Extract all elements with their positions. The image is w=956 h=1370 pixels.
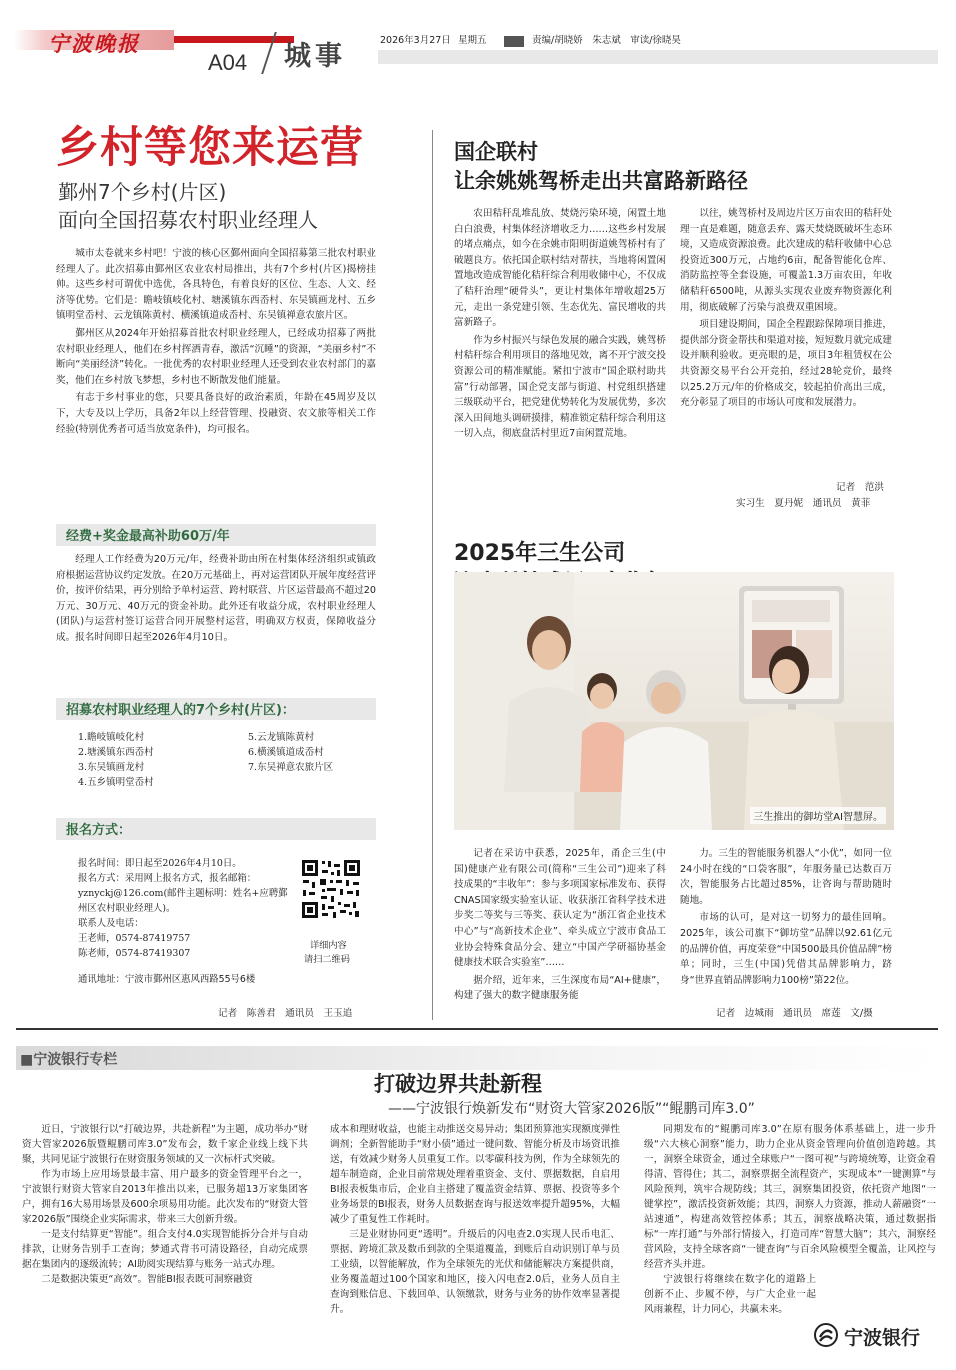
village-item: 1.瞻岐镇岐化村 — [78, 732, 145, 743]
apply-line: 王老师，0574-87419757 — [78, 933, 191, 944]
qr-code[interactable] — [300, 858, 362, 920]
editor-badge — [504, 36, 524, 47]
article2-headline-2: 让余姚姚驾桥走出共富路新路径 — [454, 169, 748, 193]
article1-paragraph: 城市太卷就来乡村吧！宁波的核心区鄞州面向全国招募第三批农村职业经理人了。此次招募由鄞州区农业农村局推出，共有7个乡村(片区)揭榜挂帅。这些乡村可谓优中选优，各具特色，有着良好的区位、生态、人文、经济等优势。它们是：瞻岐镇岐化村、塘溪镇东西岙村、东吴镇画龙村、五乡镇明堂岙村、云龙镇陈黄村、横溪镇道成岙村、东吴镇禅意农旅片区。 — [56, 248, 376, 322]
article3-headline-1: 2025年三生公司 — [454, 541, 626, 566]
village-item: 7.东吴禅意农旅片区 — [248, 762, 334, 773]
article2-byline-2: 实习生 夏丹妮 通讯员 黄菲 — [736, 498, 871, 509]
bank-logo — [812, 1318, 938, 1354]
apply-line: 报名时间：即日起至2026年4月10日。 — [78, 858, 242, 869]
column-col2 — [330, 1122, 620, 1317]
villages-list — [78, 730, 378, 794]
qr-caption-1: 详细内容 — [310, 940, 347, 951]
article2-paragraph: 作为乡村振兴与绿色发展的融合实践，姚驾桥村秸秆综合利用项目的落地见效，离不开宁波交投资源公司的精准赋能。紧扣宁波市“国企联村助共富”行动部署，国企党支部与街道、村党组织搭建三级联动平台，把党建优势转化为发展优势，多次深入田间地头调研摸排，精准锁定秸秆综合利用这一切入点，彻底盘活村里近7亩闲置荒地。 — [454, 334, 666, 440]
qr-caption-2: 请扫二维码 — [304, 954, 350, 965]
article1-headline: 乡村等您来运营 — [56, 123, 364, 173]
masthead-date: 2026年3月27日 — [380, 35, 451, 46]
editor-credits: 责编/胡晓娇 朱志斌 审读/徐晓昊 — [532, 35, 681, 46]
apply-heading: 报名方式： — [66, 823, 132, 838]
column-label-bar — [16, 1046, 938, 1070]
column-paragraph: 二是数据决策更“高效”。智能BI报表既可洞察融资 — [41, 1274, 253, 1285]
article2-byline-1: 记者 范洪 — [836, 482, 884, 493]
article1-subhead2: 面向全国招募农村职业经理人 — [58, 208, 318, 232]
article3-paragraph: 记者在采访中获悉，2025年，甬企三生(中国)健康产业有限公司(简称“三生公司”)迎来了科技成果的“丰收年”：参与多项国家标准发布、获得CNAS国家级实验室认证、收获浙江省科学技术进步奖二等奖与三等奖、获认定为“浙江省企业技术中心”与“高新技术企业”、牵头成立宁波市食品工业协会特殊食品分会、建立“中国产学研福协基金健康技术联合实验室”…… — [454, 848, 666, 969]
funding-heading: 经费+奖金最高补助60万/年 — [66, 529, 230, 544]
article2-paragraph: 农田秸秆乱堆乱放、焚烧污染环境，闲置土地白白浪费，村集体经济增收乏力……这些乡村发展的堵点痛点，如今在余姚市阳明街道姚驾桥村有了破题良方。依托国企联村结对帮扶，当地将闲置闲置地改造成智能化秸秆综合利用收储中心，不仅成了秸秆治理“硬骨头”，更让村集体年增收超25万元，走出一条党建引领、生态优先、富民增收的共富新路子。 — [454, 208, 666, 329]
apply-address: 通讯地址：宁波市鄞州区惠风西路55号6楼 — [78, 974, 256, 985]
apply-line: 联系人及电话： — [78, 918, 144, 929]
column-label: ■宁波银行专栏 — [20, 1052, 118, 1068]
village-item: 6.横溪镇道成岙村 — [248, 747, 324, 758]
village-item: 4.五乡镇明堂岙村 — [78, 777, 154, 788]
article3-paragraph: 市场的认可，是对这一切努力的最佳回响。2025年，该公司旗下“御坊堂”品牌以92.61亿元的品牌价值，再度荣登“中国500最具价值品牌”榜单；同时，三生(中国)凭借其品牌影响力，跻身“世界直销品牌影响力100榜”第22位。 — [680, 912, 892, 986]
masthead — [0, 0, 956, 78]
column-paragraph: 近日，宁波银行以“打破边界，共赴新程”为主题，成功举办“财资大管家2026版暨鲲鹏司库3.0”发布会，数千家企业线上线下共聚，共同见证宁波银行在财资服务领域的又一次标杆式突破。 — [22, 1124, 308, 1165]
column-subhead: ——宁波银行焕新发布“财资大管家2026版”“鲲鹏司库3.0” — [388, 1101, 755, 1117]
article3-paragraph: 据介绍，近年来，三生深度布局“AI+健康”，构建了强大的数字健康服务能 — [454, 974, 666, 1002]
column-paragraph: 一是支付结算更“智能”。组合支付4.0实现智能拆分合并与自动排款，让财务告别手工查询；梦通式背书可清设路径，自动完成票据在集团内的逐级流转；AI助阅实现结算与账务一站式办理。 — [22, 1229, 308, 1270]
column-col3 — [644, 1122, 936, 1317]
column-paragraph: 作为市场上应用场景最丰富、用户最多的资金管理平台之一，宁波银行财资大管家自2013年推出以来，已服务超13万家集团客户，拥有16大易用场景及600余项易用功能。此次发布的“财资大管家2026版”围绕企业实际需求，带来三大创新升级。 — [22, 1169, 308, 1225]
article2-col1 — [454, 206, 666, 442]
bank-logo-text: 宁波银行 — [844, 1327, 921, 1349]
masthead-red-line — [174, 36, 294, 43]
paper-name: 宁波晚报 — [48, 31, 140, 56]
column-col1 — [22, 1122, 308, 1287]
village-item: 2.塘溪镇东西岙村 — [78, 747, 154, 758]
column-top-rule — [16, 1028, 938, 1030]
apply-details — [78, 856, 296, 961]
article3-byline: 记者 边城雨 通讯员 席莲 文/摄 — [716, 1008, 873, 1019]
article2-col2 — [680, 206, 892, 411]
article2-paragraph: 项目建设期间，国企全程跟踪保障项目推进，提供部分资金帮扶和渠道对接，短短数月就完成建设并顺利验收。更亮眼的是，项目3年租赁权在公共资源交易平台公开竞拍，经过28轮竞价，最终以25.2万元/年的价格成交，较起拍价高出三成，充分彰显了项目的市场认可度和发展潜力。 — [680, 319, 892, 409]
bank-logo-icon — [814, 1323, 838, 1347]
column-divider — [432, 130, 433, 1020]
column-paragraph: 三是业财协同更“透明”。升级后的闪电查2.0实现人民币电汇、票据、跨境汇款及数币到款的全渠道覆盖，到账后自动识别订单与员工业绩，以智能解放，作为全球领先的光伏和储能解决方案提供商，业务覆盖超过100个国家和地区，接入闪电查2.0后，业务人员自主查询到账信息、下载回单、认领缴款，财务与业务的协作效率显著提升。 — [330, 1229, 620, 1315]
photo-caption: 三生推出的御坊堂AI智慧屏。 — [750, 807, 886, 824]
article1-paragraph: 有志于乡村事业的您，只要具备良好的政治素质，年龄在45周岁及以下，大专及以上学历，具备2年以上经营管理、投融资、农文旅等相关工作经验(特别优秀者可适当放宽条件)，均可报名。 — [56, 392, 376, 435]
article2-headline-1: 国企联村 — [454, 140, 538, 164]
funding-body — [56, 552, 376, 646]
article3-photo — [454, 572, 894, 830]
article1-paragraph: 鄞州区从2024年开始招募首批农村职业经理人，已经成功招募了两批农村职业经理人，他们在乡村挥洒青春，激活“沉睡”的资源，“美丽乡村”不断向“美丽经济”转化。一批优秀的农村职业经理人还受到农业农村部门的嘉奖，他们在乡村放飞梦想，乡村也不断散发他们能量。 — [56, 327, 376, 386]
funding-paragraph: 经理人工作经费为20万元/年，经费补助由所在村集体经济组织或镇政府根据运营协议约定发放。在20万元基础上，再对运营团队开展年度经营评价，按评价结果，再分别给予单村运营、跨村联营、片区运营最高不超过20万元、30万元、40万元的资金补助。此外还有收益分成，农村职业经理人(团队)与运营村签订运营合同开展整村运营，明确双方权责，保障收益分成。报名时间即日起至2026年4月10日。 — [56, 554, 376, 643]
column-paragraph: 宁波银行将继续在数字化的道路上创新不止、步履不停，与广大企业一起风雨兼程，计力同心，共赢未来。 — [644, 1274, 816, 1315]
apply-line: 报名方式：采用网上报名方式，报名邮箱：yznyckj@126.com(邮件主题标明：姓名+应聘鄞州区农村职业经理人)。 — [78, 873, 288, 914]
masthead-weekday: 星期五 — [458, 35, 487, 46]
article1-byline: 记者 陈善君 通讯员 王玉追 — [218, 1008, 353, 1019]
page-number: A04 — [208, 50, 248, 75]
masthead-gray-bar — [378, 50, 938, 64]
article3-paragraph: 力。三生的智能服务机器人“小优”，如同一位24小时在线的“口袋客服”，年服务量已达数百万次，智能服务占比超过85%，让咨询与帮助随时随地。 — [680, 848, 892, 906]
article3-col1 — [454, 846, 666, 1004]
article1-subhead1: 鄞州7个乡村(片区) — [58, 180, 227, 204]
article2-paragraph: 以往，姚驾桥村及周边片区万亩农田的秸秆处理一直是难题，随意丢弃、露天焚烧既破坏生态环境，又造成资源浪费。此次建成的秸秆收储中心总投资近300万元，占地约6亩，配备智能化仓库、消防监控等全套设施，可覆盖1.3万亩农田，年收储秸秆6500吨，从源头实现农业废弃物资源化利用，彻底破解了污染与浪费双重困境。 — [680, 208, 892, 313]
column-headline: 打破边界共赴新程 — [374, 1072, 542, 1096]
village-item: 3.东吴镇画龙村 — [78, 762, 145, 773]
article1-body — [56, 246, 376, 437]
section-name: 城事 — [284, 41, 346, 72]
village-item: 5.云龙镇陈黄村 — [248, 732, 315, 743]
article3-col2 — [680, 846, 892, 988]
villages-heading: 招募农村职业经理人的7个乡村(片区)： — [66, 703, 295, 718]
apply-line: 陈老师，0574-87419307 — [78, 948, 191, 959]
column-paragraph: 同期发布的“鲲鹏司库3.0”在原有服务体系基础上，进一步升级“六大核心洞察”能力，助力企业从资金管理向价值创造跨越。其一，洞察全球资金，通过全球账户“一图可视”与跨境统筹，让资金看得清、管得住；其二，洞察票据全流程资产，实现成本“一键测算”与风险预判，筑牢合规防线；其三，洞察集团投资，依托资产地图“一键掌控”，激活投资新效能；其四，洞察人力资源，推动人薪融资“一站速通”，构建高效管控体系；其五，洞察战略决策，通过数据指标“一库打通”与外部行情接入，打造司库“智慧大脑”；其六，洞察经营风险，支持全球客商“一键查询”与百余风险模型全覆盖，让风控与经营齐头并进。 — [644, 1124, 936, 1270]
column-paragraph: 成本和理财收益，也能主动推送交易异动；集团预算池实现额度弹性调剂；全新智能助手“财小债”通过一键问数、智能分析及市场资讯推送，有效减少财务人员重复工作。以零碳科技为例，作为全球领先的超车制造商，企业目前常规处理着重资金、支付、票据数据，自启用BI报表板集市后，企业自主搭建了覆盖资金结算、票据、投资等多个业务场景的BI报表，财务人员数据查询与报送效率提升超95%，大幅减少了重复性工作耗时。 — [330, 1124, 620, 1225]
